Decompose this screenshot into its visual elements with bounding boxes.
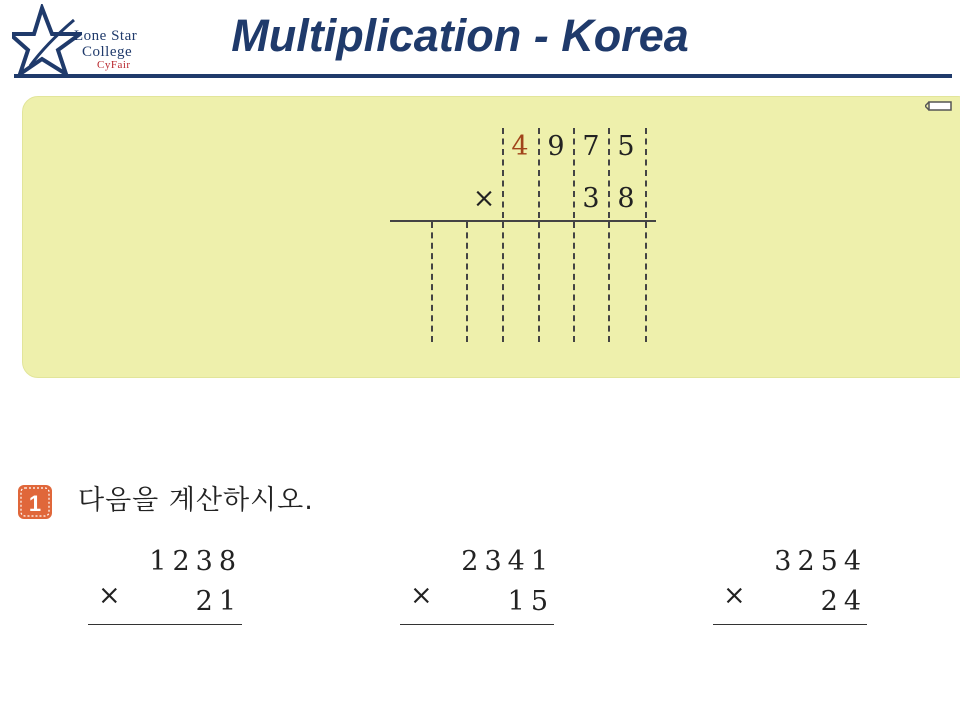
title-underline <box>14 74 952 78</box>
svg-text:1: 1 <box>28 491 42 516</box>
column-guide <box>645 222 647 342</box>
problem-top-number: 2341 <box>461 546 554 577</box>
multiplier-digit: 8 <box>617 183 635 214</box>
multiply-sign: × <box>723 580 746 611</box>
problem-bottom-number: 24 <box>820 586 867 617</box>
instruction-text: 다음을 계산하시오. <box>78 485 314 516</box>
column-guide <box>431 222 433 342</box>
logo-line3: CyFair <box>97 59 131 71</box>
problem-1 <box>88 540 248 620</box>
pencil-icon <box>925 98 955 114</box>
column-guide <box>645 128 647 218</box>
result-line <box>390 220 656 222</box>
multiplicand-digit: 5 <box>617 131 635 162</box>
multiply-sign: × <box>472 183 496 214</box>
multiplicand-digit: 7 <box>582 131 600 162</box>
answer-line <box>713 624 867 625</box>
multiply-sign: × <box>98 580 121 611</box>
logo-line1: Lone Star <box>74 28 138 44</box>
example-panel <box>22 96 960 378</box>
page-title: Multiplication - Korea <box>231 10 689 61</box>
multiplicand-digit: 4 <box>511 131 529 162</box>
column-guide <box>466 222 468 342</box>
problem-top-number: 1238 <box>149 546 242 577</box>
column-guide <box>608 222 610 342</box>
problem-2 <box>400 540 560 620</box>
problem-bottom-number: 15 <box>507 586 554 617</box>
answer-line <box>400 624 554 625</box>
multiplicand-digit: 9 <box>547 131 565 162</box>
multiply-sign: × <box>410 580 433 611</box>
multiplier-digit: 3 <box>582 183 600 214</box>
problem-top-number: 3254 <box>774 546 867 577</box>
problem-bottom-number: 21 <box>195 586 242 617</box>
number-badge <box>16 483 54 521</box>
column-guide <box>538 222 540 342</box>
problem-3 <box>713 540 873 620</box>
column-guide <box>573 222 575 342</box>
answer-line <box>88 624 242 625</box>
logo-line2: College <box>82 44 133 60</box>
column-guide <box>502 222 504 342</box>
